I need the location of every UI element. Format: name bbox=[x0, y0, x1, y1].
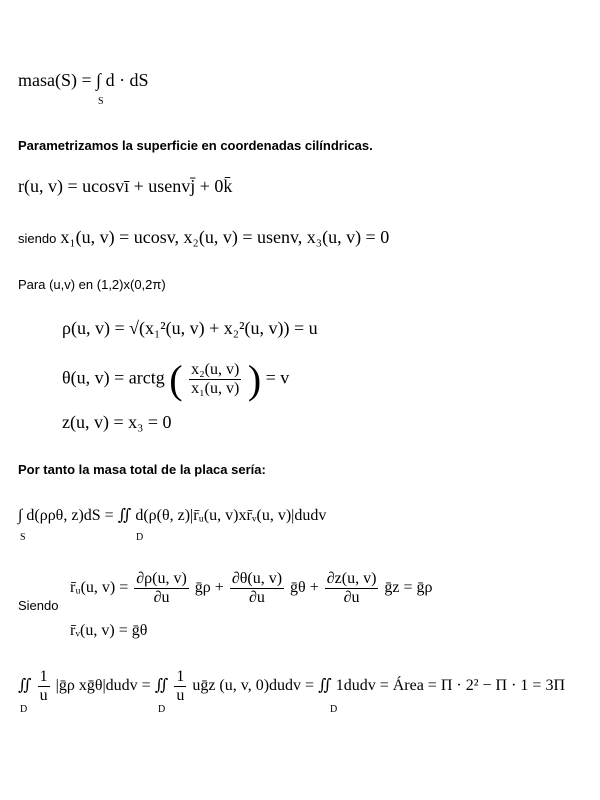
final-sub-d-3: D bbox=[330, 704, 338, 715]
heading-parametrize: Parametrizamos la superficie en coordenadas cilíndricas. bbox=[18, 138, 373, 153]
rho-equation: ρ(u, v) = √(x₁²(u, v) + x₂²(u, v)) = u bbox=[62, 318, 318, 338]
final-computation: ∬ $\frac{1}{u}$ |ḡρ xḡθ|dudv = ∬ $\frac{1}{u}$ uḡz (u, v, 0)dudv = ∬ 1dudv = Área = Π · 2² − Π · 1 = 3Π bbox=[18, 668, 565, 704]
integral-subscript-s: S bbox=[98, 96, 104, 107]
heading-total-mass: Por tanto la masa total de la placa sería: bbox=[18, 462, 266, 477]
mass-integral: ∫ d(ρρθ, z)dS = ∬ d(ρ(θ, z)|r̄ᵤ(u, v)xr̄ᵥ(u, v)|dudv bbox=[18, 507, 327, 524]
components-equation: x₁(u, v) = ucosv, x₂(u, v) = usenv, x₃(u, v) = 0 bbox=[60, 227, 390, 247]
rv-equation: r̄ᵥ(u, v) = ḡθ bbox=[70, 622, 148, 639]
theta-numerator: x₂(u, v) bbox=[191, 361, 240, 379]
z-equation: z(u, v) = x₃ = 0 bbox=[62, 412, 172, 432]
parametrization-r: r(u, v) = ucosvī + usenvj̄ + 0k̄ bbox=[18, 176, 233, 196]
mass-sub-s: S bbox=[20, 532, 26, 543]
ru-equation: r̄ᵤ(u, v) = $\frac{\partial\rho(u, v)}{\partial u}$ ḡρ + $\frac{\partial\theta(u, v)}{\partial u}$ ḡθ + $\frac{\partial z(u, v)}{\partial u}$ ḡz = ḡρ bbox=[70, 570, 433, 606]
domain-statement: Para (u,v) en (1,2)x(0,2π) bbox=[18, 277, 166, 292]
final-sub-d-2: D bbox=[158, 704, 166, 715]
theta-equation: θ(u, v) = arctg ( $\frac{\text{x₂(u, v)}}{\text{x₁(u, v)}}$ ) = v bbox=[62, 357, 290, 402]
final-sub-d-1: D bbox=[20, 704, 28, 715]
mass-definition: masa(S) = ∫ d · dS bbox=[18, 70, 149, 90]
theta-denominator: x₁(u, v) bbox=[191, 380, 240, 397]
siendo-label: siendo bbox=[18, 231, 57, 246]
component-definitions bbox=[18, 227, 389, 248]
siendo-label-2: Siendo bbox=[18, 598, 59, 613]
mass-sub-d: D bbox=[136, 532, 144, 543]
